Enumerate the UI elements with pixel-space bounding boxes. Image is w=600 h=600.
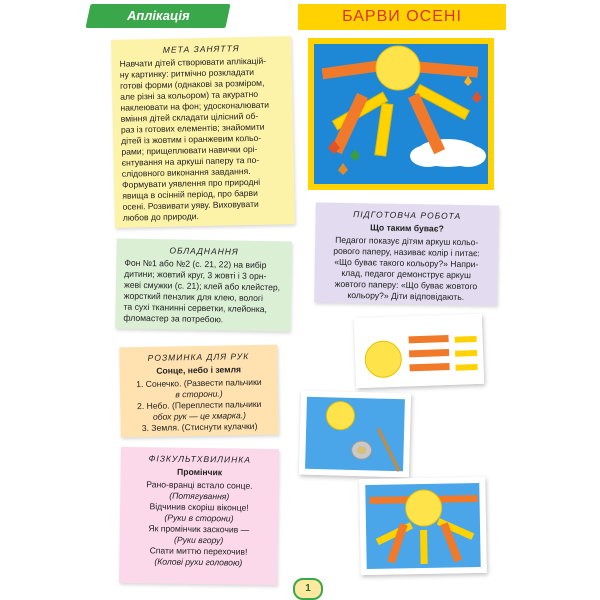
warmup-item: 3. Земля. (Стиснути кулачки) [141,420,258,434]
goal-line: вміння дітей складати цілісний об- [120,110,259,124]
prep-line: рового паперу, називає колір і питає: [333,245,480,259]
poem-line: Рано-вранці встало сонце. [146,479,253,491]
physical-heading: ФІЗКУЛЬТХВИЛИНКА [148,453,252,465]
page-number: 1 [293,578,323,600]
warmup-subtitle: Сонце, небо і земля [156,364,242,376]
warmup-item: 1. Сонечко. (Развести пальчики [136,376,262,390]
section-label: Аплікація [85,4,230,28]
equipment-heading: ОБЛАДНАННЯ [169,245,239,257]
equipment-line: Фон №1 або №2 (с. 21, 22) на вибір [124,257,267,271]
goal-line: явища в осінній період, про барви [122,187,258,201]
prep-note [314,202,499,305]
goal-line: дітей із жовтим і оранжевим кольо- [121,132,262,146]
poem-line: Як промінчик заскочив — [148,523,250,535]
poem-line: Спати миттю перехочив! [149,545,248,557]
prep-line: «Що буває такого кольору?» Напри- [334,256,479,270]
warmup-item: в сторони.) [175,388,223,400]
prep-heading: ПІДГОТОВЧА РОБОТА [353,209,462,221]
warmup-item: 2. Небо. (Переплести пальчики [136,398,262,412]
goal-line: раз із готових елементів; знайомити [120,121,265,135]
goal-line: Навчати дітей створювати аплікацій- [119,55,267,69]
warmup-heading: РОЗМИНКА ДЛЯ РУК [147,351,250,363]
main-illustration [308,38,494,190]
warmup-note [119,345,279,438]
poem-line: (Руки вгору) [174,534,224,546]
poem-line: (Колові рухи головою) [154,556,243,568]
equipment-note [115,238,292,331]
goal-heading: МЕТА ЗАНЯТТЯ [162,43,240,55]
step-photo-1 [354,314,484,388]
goal-line: Формувати уявлення про природні [121,176,261,190]
prep-line: кольору?» Діти відповідають. [347,289,465,303]
equipment-line: жеві смужки (с. 21); клей або клейстер, [123,279,281,293]
goal-note [111,36,295,228]
prep-subtitle: Що таким буває? [370,222,444,234]
goal-line: рами; прищеплювати навички орі- [121,143,258,157]
prep-line: клад, педагог демонструє аркуш [341,267,471,281]
goal-line: готові форми (однакові за розміром, [119,77,265,91]
equipment-line: фломастер за потребою. [123,312,224,325]
step-photo-2 [299,391,411,478]
prep-line: жовтого паперу: «Що буває жовтого [334,278,478,292]
step-photo-3 [359,477,487,575]
poem-line: Відчинив скоріш віконце! [149,501,249,513]
goal-line: ну картинку: ритмічно розкладати [119,66,255,80]
goal-line: єнтування на аркуші паперу та по- [121,154,260,168]
poem-line: (Потягування) [169,490,230,502]
goal-line: слідовного виконання завдання. [121,166,251,179]
equipment-line: дитини; жовтий круг, 3 жовті і 3 орн- [124,268,267,282]
poem-line: (Руки в сторони) [164,512,234,524]
goal-line: любов до природи. [122,211,199,223]
warmup-item: обох рук — це хмарка.) [152,410,247,422]
equipment-line: жорсткий пензлик для клею, вологі [123,290,264,304]
equipment-line: та сухі тканинні серветки, клейонка, [123,301,268,315]
prep-line: Педагог показує дітям аркуш кольо- [335,234,479,248]
goal-line: але різні за кольором) та акуратно [120,88,259,102]
goal-line: осені. Розвивати уяву. Виховувати [122,198,259,212]
page-title: БАРВИ ОСЕНІ [298,4,506,30]
goal-line: наклеювати на фон; удосконалювати [120,99,270,113]
physical-subtitle: Промінчик [176,466,223,478]
physical-note [119,447,279,585]
